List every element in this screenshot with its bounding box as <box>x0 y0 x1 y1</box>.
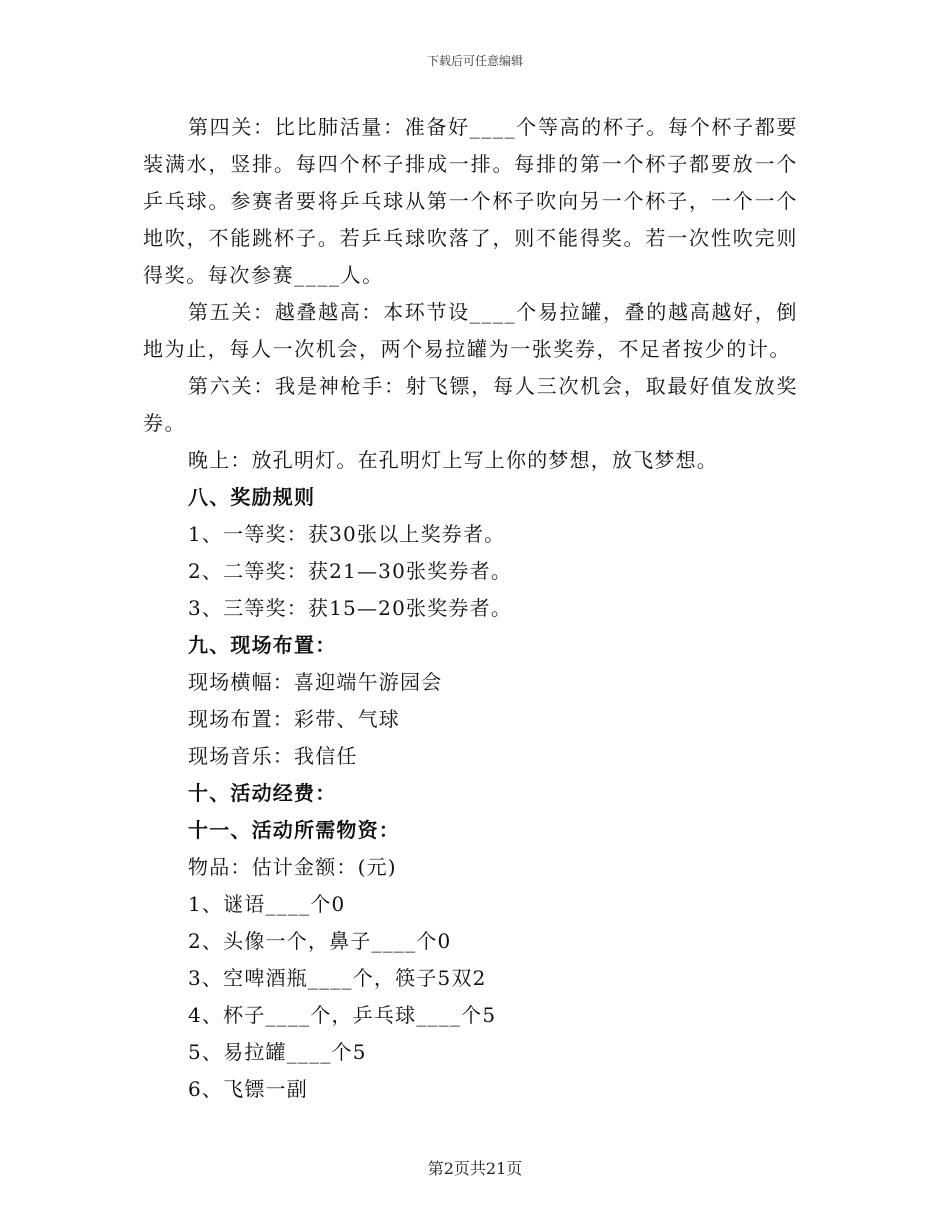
section-heading-rewards: 八、奖励规则 <box>188 485 316 509</box>
evening-activity: 晚上：放孔明灯。在孔明灯上写上你的梦想，放飞梦想。 <box>188 448 718 472</box>
document-body <box>143 109 798 1108</box>
supply-item: 1、谜语____个0 <box>188 892 346 916</box>
paragraph-stage-5: 第五关：越叠越高：本环节设____个易拉罐，叠的越高越好，倒地为止，每人一次机会，两个易拉罐为一张奖券，不足者按少的计。 <box>143 300 798 361</box>
page-footer: 第2页共21页 <box>427 1159 523 1178</box>
section-heading-budget: 十、活动经费： <box>188 781 337 805</box>
supply-item: 4、杯子____个，乒乓球____个5 <box>188 1003 497 1027</box>
paragraph-stage-4: 第四关：比比肺活量：准备好____个等高的杯子。每个杯子都要装满水，竖排。每四个杯子排成一排。每排的第一个杯子都要放一个乒乓球。参赛者要将乒乓球从第一个杯子吹向另一个杯子，一个一个地吹，不能跳杯子。若乒乓球吹落了，则不能得奖。若一次性吹完则得奖。每次参赛____人。 <box>143 115 798 287</box>
supply-item: 2、头像一个，鼻子____个0 <box>188 929 452 953</box>
paragraph-stage-6: 第六关：我是神枪手：射飞镖，每人三次机会，取最好值发放奖券。 <box>143 374 798 435</box>
venue-decoration: 现场布置：彩带、气球 <box>188 707 400 731</box>
award-third: 3、三等奖：获15—20张奖券者。 <box>188 596 513 620</box>
section-heading-supplies: 十一、活动所需物资： <box>188 818 400 842</box>
page-header: 下载后可任意编辑 <box>426 54 523 68</box>
award-first: 1、一等奖：获30张以上奖券者。 <box>188 522 506 546</box>
supplies-header: 物品：估计金额：(元) <box>188 855 397 879</box>
venue-music: 现场音乐：我信任 <box>188 744 358 768</box>
supply-item: 6、飞镖一副 <box>188 1077 308 1101</box>
venue-banner: 现场横幅：喜迎端午游园会 <box>188 670 443 694</box>
supply-item: 5、易拉罐____个5 <box>188 1040 367 1064</box>
award-second: 2、二等奖：获21—30张奖券者。 <box>188 559 513 583</box>
section-heading-venue: 九、现场布置： <box>188 633 337 657</box>
supply-item: 3、空啤酒瓶____个，筷子5双2 <box>188 966 487 990</box>
